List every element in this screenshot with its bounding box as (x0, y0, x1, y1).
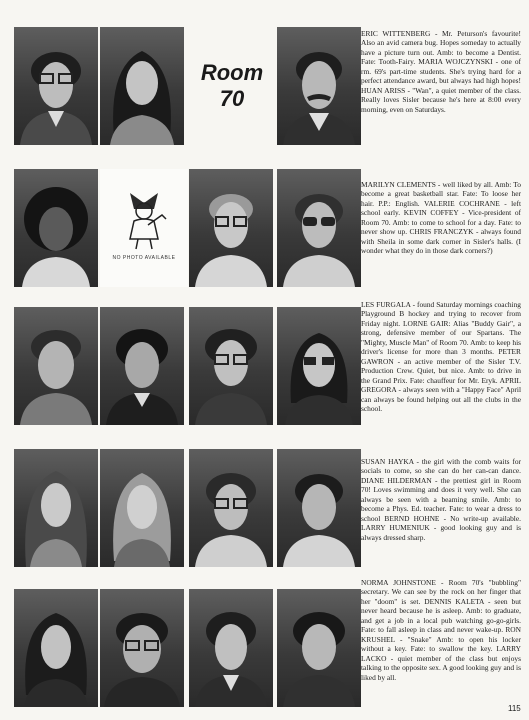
caption-row-5: NORMA JOHNSTONE - Room 70's "bubbling" secretary. We can see by the rock on her finger that her "doom" is set. DENNIS KALETA - seen but never heard because he is asleep. Amb: to graduate, and get a job in a local pub watching go-go-girls. Fate: to fall asleep in class and never wake-up. RON KRUSHEL - "Snake" Amb: to open his locker without a key. Fate: to swallow the key. LARRY LACKO - quiet member of the class but enjoys talking to the opposite sex. A good looking guy and is liked by all. (361, 578, 521, 682)
student-photo (189, 307, 273, 425)
student-photo (277, 307, 361, 425)
student-photo (189, 589, 273, 707)
caption-row-1: ERIC WITTENBERG - Mr. Peturson's favourite! Also an avid camera bug. Hopes someday to actually have a picture turn out. Amb: to become a Dentist. Fate: Tooth-Fairy. MARIA WOJCZYNSKI - one of rm. 69's part-time students. She's trying hard for a perfect attendance award, but always had high hopes! HUAN ARISS - "Wan", a quiet member of the class. Really loves Sisler because he's here at 8:00 every morning, even on Saturdays. (361, 29, 521, 114)
page-number: 115 (508, 704, 521, 713)
student-photo (277, 27, 361, 145)
student-photo (189, 449, 273, 567)
student-photo (189, 169, 273, 287)
caption-row-2: MARILYN CLEMENTS - well liked by all. Amb: To become a great basketball star. Fate: To loose her hair. P.P.: English. VALERIE COCHRANE - left school early. KEVIN COFFEY - Vice-president of Room 70. Amb: to come to school for a day. Fate: to never show up. CHRIS FRANCZYK - always found with Sheila in some dark corner in Sisler's halls. (I wonder what they do in those dark corners?) (361, 180, 521, 256)
student-photo (14, 27, 98, 145)
student-photo (100, 589, 184, 707)
student-photo (277, 169, 361, 287)
caption-row-3: LES FURGALA - found Saturday mornings coaching Playground B hockey and trying to recover from Friday night. LORNE GAIR: Alias "Buddy Gair", a strong, defensive member of our Spartans. The "Mighty, Muscle Man" of Room 70. Amb: to keep his driver's license for more than 3 months. PETER GAWRON - an active member of the Sisler T.V. Production Crew. Quiet, but nice. Amb: to drive in the Grand Prix. Fate: chauffeur for Mr. Eryk. APRIL GREGORA - always seen with a "Happy Face" April can always be found helping out all the clubs in the school. (361, 300, 521, 414)
no-photo-illustration (100, 169, 188, 287)
room-title-line-1: Room (200, 60, 264, 85)
student-photo (277, 589, 361, 707)
no-photo-label: NO PHOTO AVAILABLE (112, 255, 176, 261)
caption-row-4: SUSAN HAYKA - the girl with the comb waits for socials to come, so she can do her can-can dance. DIANE HILDERMAN - the prettiest girl in Room 70! Loves swimming and does it very well. She can always be seen with a beaming smile. Amb: to become a Phys. Ed. teacher. Fate: to wear a dress to school BERND HOHNE - No write-up available. LARRY HUMENIUK - good looking guy and is always dressed sharp. (361, 457, 521, 542)
student-photo (100, 449, 184, 567)
student-photo (277, 449, 361, 567)
student-photo (100, 307, 184, 425)
student-photo (100, 27, 184, 145)
room-title (186, 60, 278, 113)
student-photo (14, 307, 98, 425)
room-title-line-2: 70 (219, 86, 245, 112)
student-photo (14, 589, 98, 707)
student-photo (14, 449, 98, 567)
student-photo (14, 169, 98, 287)
no-photo-placeholder (100, 169, 188, 287)
